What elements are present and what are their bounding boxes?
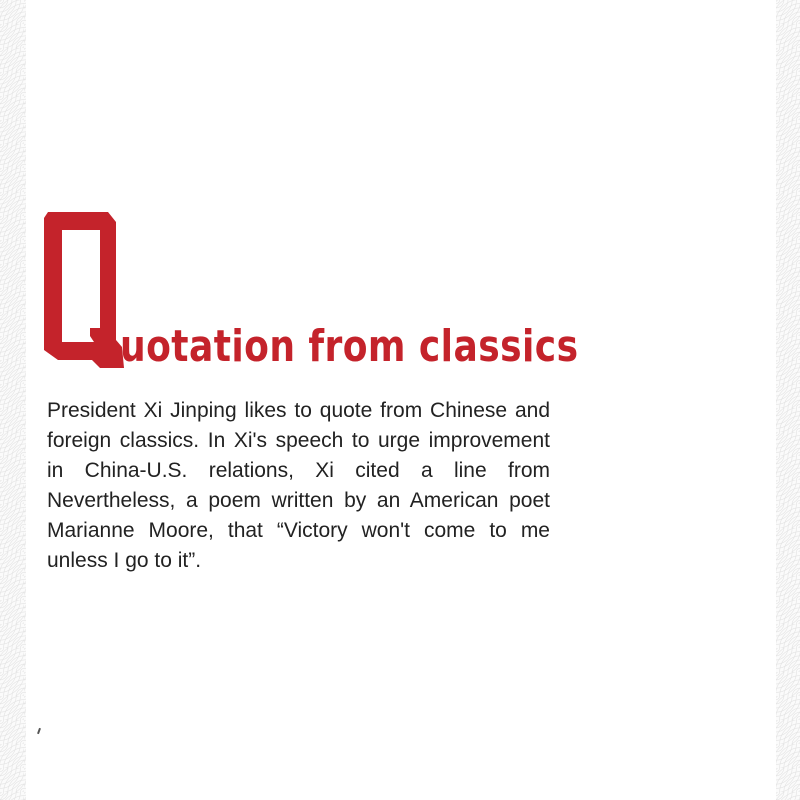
heading-text: uotation from classics [120, 321, 579, 372]
initial-letter-q [44, 212, 124, 368]
stray-mark [37, 728, 41, 734]
decorative-border-right [776, 0, 800, 800]
decorative-border-left [0, 0, 26, 800]
quote-paragraph: President Xi Jinping likes to quote from Chinese and foreign classics. In Xi's speech to urge improvement in China-U.S. relations, Xi cited a line from Nevertheless, a poem written by an American poet Marianne Moore, that “Victory won't come to me unless I go to it”. [47, 399, 550, 572]
heading [44, 212, 579, 372]
